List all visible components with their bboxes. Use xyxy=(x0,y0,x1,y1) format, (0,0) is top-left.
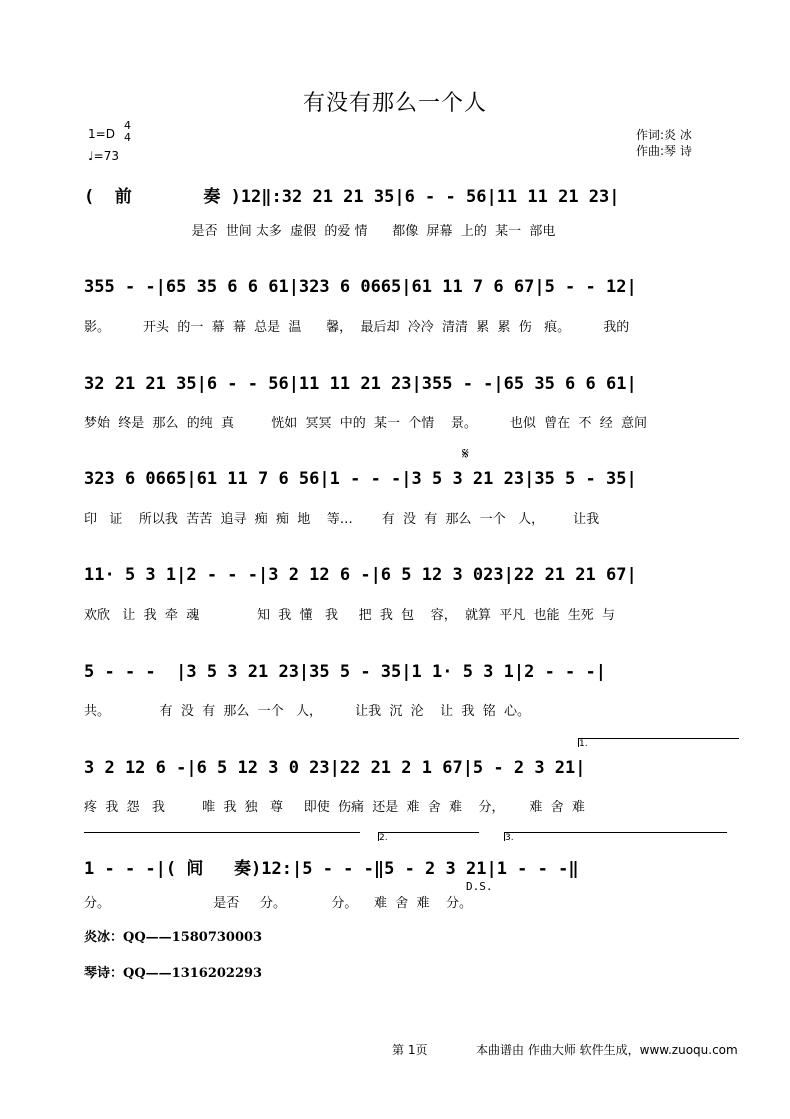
lyric-row-4: 印 证 所以我 苦苦 追寻 痴 痴 地 等… 有 没 有 那么 一个 人， 让我 xyxy=(84,512,600,527)
page-number: 第 1页 xyxy=(392,1043,428,1057)
time-signature-top: 4 xyxy=(124,119,131,132)
tempo-marking: ♩=73 xyxy=(88,149,119,163)
notation-row-5: 11· 5 3 1|2 - - -|3 2 12 6 -|6 5 12 3 023|22 21 21 67| xyxy=(84,565,637,585)
notation-row-2: 355 - -|65 35 6 6 61|323 6 0665|61 11 7 6 67|5 - - 12| xyxy=(84,277,637,297)
volta-3: 3. xyxy=(504,832,727,841)
volta-1: 1. xyxy=(578,738,739,747)
score-title: 有没有那么一个人 xyxy=(302,91,487,116)
contact-qinshi: 琴诗：QQ——1316202293 xyxy=(84,966,263,981)
composer-credit: 作曲:琴 诗 xyxy=(636,144,692,158)
lyric-row-7: 疼 我 怨 我 唯 我 独 尊 即使 伤痛 还是 难 舍 难 分， 难 舍 难 xyxy=(84,800,585,815)
notation-row-6: 5 - - - |3 5 3 21 23|35 5 - 35|1 1· 5 3 1|2 - - -| xyxy=(84,662,606,682)
segno-icon: 𝄋 xyxy=(462,444,469,463)
generator-note: 本曲谱由 作曲大师 软件生成，www.zuoqu.com xyxy=(476,1043,738,1057)
lyric-row-8: 分。 是否 分。 分。 难 舍 难 分。 xyxy=(84,896,473,911)
notation-row-7: 3 2 12 6 -|6 5 12 3 0 23|22 21 2 1 67|5 - 2 3 21| xyxy=(84,758,586,778)
lyric-row-6: 共。 有 没 有 那么 一个 人， 让我 沉 沦 让 我 铭 心。 xyxy=(84,704,530,719)
credits xyxy=(636,127,692,159)
notation-row-4: 323 6 0665|61 11 7 6 56|1 - - -|3 5 3 21 23|35 5 - 35| xyxy=(84,469,637,489)
lyric-row-5: 欢欣 让 我 牵 魂 知 我 懂 我 把 我 包 容， 就算 平凡 也能 生死 与 xyxy=(84,608,616,623)
lyric-row-2: 影。 开头 的一 幕 幕 总是 温 馨， 最后却 冷冷 清清 累 累 伤 痕。 我的 xyxy=(84,320,630,335)
notation-row-3: 32 21 21 35|6 - - 56|11 11 21 23|355 - -|65 35 6 6 61| xyxy=(84,374,637,394)
time-signature xyxy=(124,120,131,144)
notation-row-8: 1 - - -|( 间 奏)12:|5 - - -‖5 - 2 3 21|1 - - -‖ xyxy=(84,859,579,879)
lyricist-credit: 作词:炎 冰 xyxy=(636,128,692,142)
dal-segno-mark: D.S. xyxy=(466,880,493,893)
volta-2: 2. xyxy=(378,832,479,841)
lyric-row-3: 梦始 终是 那么 的纯 真 恍如 冥冥 中的 某一 个情 景。 也似 曾在 不 经 意间 xyxy=(84,416,647,431)
lyric-row-1: 是否 世间 太多 虚假 的爱 情 都像 屏幕 上的 某一 部电 xyxy=(84,224,556,239)
key-signature: 1=D xyxy=(88,127,115,141)
notation-row-1: ( 前 奏 )12‖:32 21 21 35|6 - - 56|11 11 21 23| xyxy=(84,187,620,207)
time-signature-bottom: 4 xyxy=(124,131,131,144)
repeat-bracket-line xyxy=(84,832,360,833)
contact-yanbing: 炎冰：QQ——1580730003 xyxy=(84,930,263,945)
